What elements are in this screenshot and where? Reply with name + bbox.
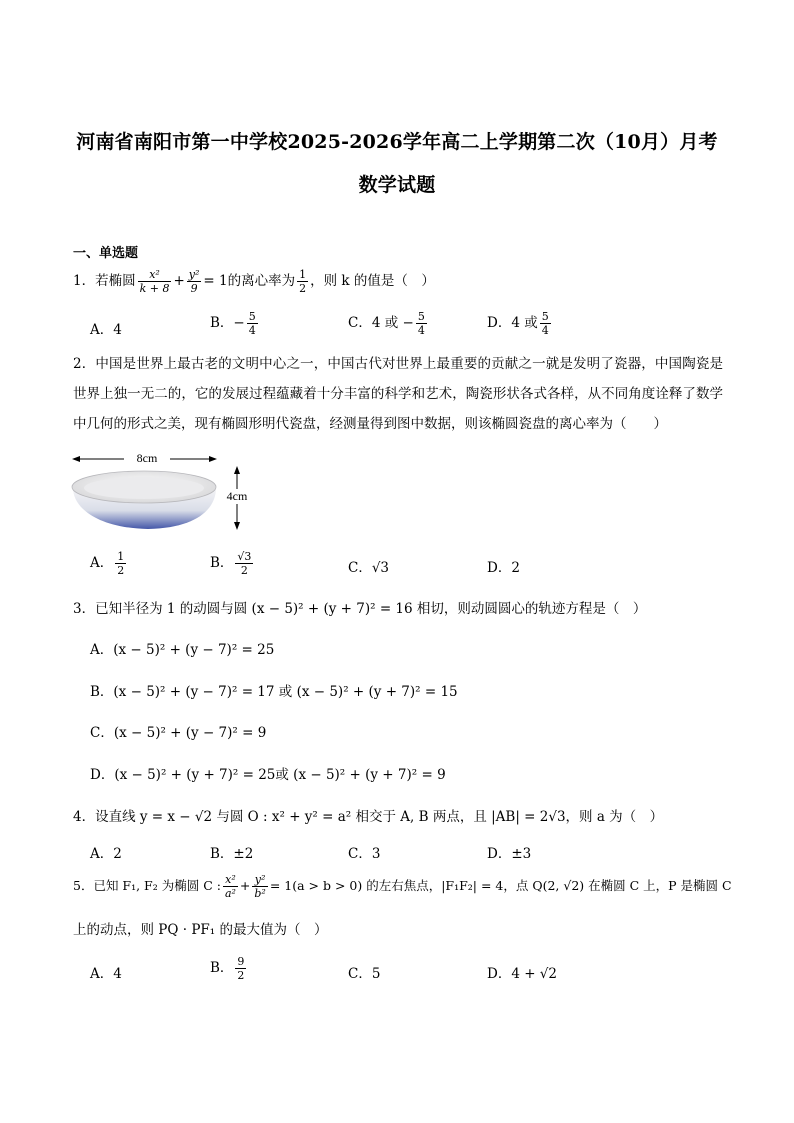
q5-option-b: B． $\frac{9}{2}$	[210, 955, 245, 982]
question-1: 1．若椭圆 $\frac{\text{x²}}{k + 8}$ + $\frac{\text{y²}}{9}$ = 1的离心率为 $\frac{1}{2}$ ，则 k 的值是（ ）	[73, 268, 435, 295]
q1-option-b: B．− $\frac{5}{4}$	[210, 310, 256, 337]
q3-option-b: B．(x − 5)² + (y − 7)² = 17 或 (x − 5)² + (y + 7)² = 15	[90, 684, 458, 700]
q4-option-b: B．±2	[210, 846, 254, 862]
question-2: 2．中国是世界上最古老的文明中心之一，中国古代对世界上最重要的贡献之一就是发明了瓷器，中国陶瓷是世界上独一无二的，它的发展过程蕴藏着十分丰富的科学和艺术，陶瓷形状各式各样，从不同角度诠释了数学中几何的形式之美，现有椭圆形明代瓷盘，经测量得到图中数据，则该椭圆瓷盘的离心率为（ ）	[73, 356, 723, 432]
exam-subtitle: 数学试题	[358, 174, 436, 196]
q5-option-a: A．4	[90, 966, 122, 982]
q4-option-c: C．3	[348, 846, 381, 862]
q3-option-d: D．(x − 5)² + (y + 7)² = 25或 (x − 5)² + (y + 7)² = 9	[90, 767, 446, 783]
q2-option-c: C．√3	[348, 560, 390, 576]
question-5-line-2: 上的动点，则 PQ · PF₁ 的最大值为（ ）	[73, 922, 328, 938]
q2-option-d: D．2	[487, 560, 520, 576]
q1-option-a: A．4	[90, 322, 122, 338]
q1-fraction-x: $\frac{\text{x²}}{k + 8}$	[139, 268, 170, 295]
question-4: 4．设直线 y = x − √2 与圆 O : x² + y² = a² 相交于 A, B 两点，且 |AB| = 2√3，则 a 为（ ）	[73, 809, 664, 825]
q3-option-a: A．(x − 5)² + (y − 7)² = 25	[90, 642, 275, 658]
question-5: 5．已知 F₁, F₂ 为椭圆 C : $\frac{\text{x²}}{\text{a²}}$ + $\frac{\text{y²}}{\text{b²}}$ = 1(a > b > 0) 的左右焦点，|F₁F₂| = 4，点 Q(2, √2) 在椭圆 C 上，P 是椭圆 C	[73, 873, 732, 900]
q1-fraction-y: $\frac{\text{y²}}{9}$	[188, 268, 200, 295]
q1-fraction-e: $\frac{1}{2}$	[299, 268, 307, 295]
width-label: 8cm	[136, 451, 158, 465]
q4-option-a: A．2	[90, 846, 122, 862]
q2-option-b: B． $\frac{√3}{2}$	[210, 550, 252, 577]
q1-option-d: D．4 或 $\frac{5}{4}$	[487, 310, 549, 337]
q1-option-c: C．4 或 − $\frac{5}{4}$	[348, 310, 425, 337]
exam-title: 河南省南阳市第一中学校2025-2026学年高二上学期第二次（10月）月考	[76, 131, 718, 153]
porcelain-plate-figure	[68, 448, 268, 538]
section-heading: 一、单选题	[73, 246, 139, 261]
q3-option-c: C．(x − 5)² + (y − 7)² = 9	[90, 725, 267, 741]
q2-option-a: A． $\frac{1}{2}$	[90, 550, 125, 577]
q4-option-d: D．±3	[487, 846, 532, 862]
q5-option-d: D．4 + √2	[487, 966, 557, 982]
q5-option-c: C．5	[348, 966, 381, 982]
q1-prefix: 1．若椭圆	[73, 273, 136, 289]
height-label: 4cm	[226, 489, 248, 503]
question-3: 3．已知半径为 1 的动圆与圆 (x − 5)² + (y + 7)² = 16 相切，则动圆圆心的轨迹方程是（ ）	[73, 601, 647, 617]
